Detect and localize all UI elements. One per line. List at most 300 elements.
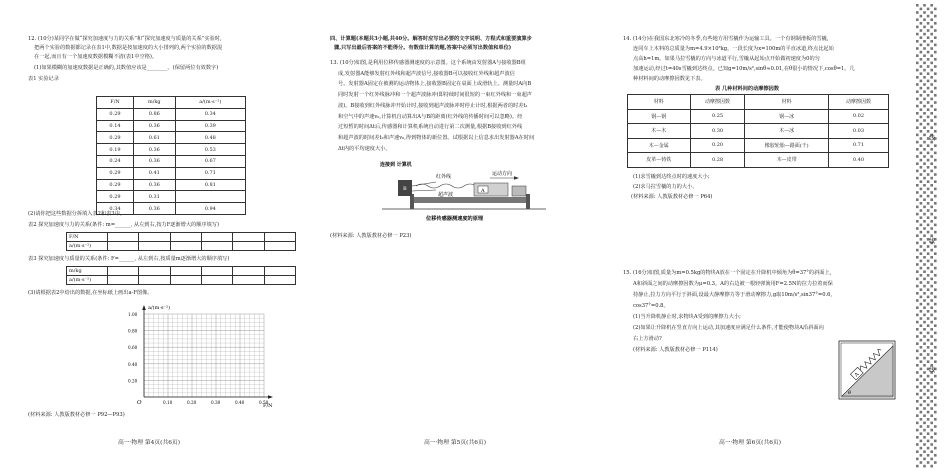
margin-dot <box>916 292 919 295</box>
margin-dot <box>923 342 926 345</box>
table-row <box>628 124 889 139</box>
margin-dot <box>923 98 926 101</box>
margin-dot <box>923 364 926 367</box>
margin-dot <box>930 90 933 93</box>
margin-dot <box>930 126 933 129</box>
margin-dot <box>916 278 919 281</box>
margin-dot <box>923 465 926 468</box>
margin-dot <box>923 357 926 360</box>
margin-dot <box>934 382 937 385</box>
table1-cell: 0.36 <box>133 120 175 132</box>
margin-dot <box>930 26 933 29</box>
margin-char: 线 <box>929 238 936 245</box>
margin-dot <box>927 252 930 255</box>
margin-dot <box>930 11 933 14</box>
table1-cell: 0.36 <box>133 155 175 167</box>
margin-dot <box>920 317 923 320</box>
table-row <box>628 138 889 153</box>
friction-cell: 木—金属 <box>628 138 691 153</box>
margin-dot <box>923 256 926 259</box>
margin-dot <box>920 209 923 212</box>
margin-dot <box>930 436 933 439</box>
margin-dot <box>923 213 926 216</box>
margin-dot <box>923 18 926 21</box>
incline-angle: θ <box>848 390 852 396</box>
friction-cell: 0.30 <box>690 124 745 139</box>
table1-cell: 0.71 <box>175 167 245 179</box>
margin-dot <box>934 180 937 183</box>
y-tick-label: 1.00 <box>128 312 138 317</box>
margin-dot <box>934 216 937 219</box>
margin-dot <box>927 15 930 18</box>
margin-dot <box>930 69 933 72</box>
margin-dot <box>927 274 930 277</box>
margin-dot <box>920 51 923 54</box>
margin-dot <box>916 18 919 21</box>
margin-dot <box>934 360 937 363</box>
margin-dot <box>916 314 919 317</box>
margin-dot <box>934 303 937 306</box>
margin-dot <box>930 306 933 309</box>
margin-dot <box>927 159 930 162</box>
margin-dot <box>930 278 933 281</box>
margin-dot <box>920 36 923 39</box>
table-row <box>97 155 246 167</box>
margin-dot <box>927 281 930 284</box>
margin-dot <box>916 364 919 367</box>
margin-dot <box>930 213 933 216</box>
margin-dot <box>934 116 937 119</box>
margin-dot <box>930 112 933 115</box>
margin-dot <box>927 332 930 335</box>
table1-cell: 0.81 <box>175 179 245 191</box>
margin-dot <box>934 396 937 399</box>
q12-line-3: 在一起,而且有一个加速度数据模糊不清(表1中空格)。 <box>34 54 158 60</box>
margin-dot <box>930 270 933 273</box>
displacement-sensor-figure <box>378 160 548 230</box>
margin-dot <box>923 299 926 302</box>
margin-dot <box>916 422 919 425</box>
margin-dot <box>916 148 919 151</box>
margin-dot <box>930 414 933 417</box>
q12-sub-1: (1)如果模糊的加速度数据是正确的,其数值应该是________。(保留两位有效数字) <box>34 65 219 71</box>
margin-dot <box>927 166 930 169</box>
margin-dot <box>920 368 923 371</box>
margin-dot <box>927 188 930 191</box>
margin-dot <box>934 123 937 126</box>
ultrasonic-label: 超声波 <box>438 192 454 198</box>
table1-cell: 0.36 <box>133 144 175 156</box>
margin-dot <box>916 141 919 144</box>
margin-dot <box>923 105 926 108</box>
table1-header-row <box>97 97 246 109</box>
q15-line: 持静止,拉力方向平行于斜面,设最大静摩擦力等于滑动摩擦力,g取10m/s²,sin37°=0.6, <box>633 292 833 298</box>
margin-dot <box>923 263 926 266</box>
margin-dot <box>920 425 923 428</box>
margin-dot <box>920 108 923 111</box>
margin-dot <box>923 40 926 43</box>
q15-line: (材料来源: 人教版教材必修一 P114) <box>633 347 718 353</box>
margin-dot <box>927 195 930 198</box>
margin-dot <box>927 447 930 450</box>
margin-dot <box>930 47 933 50</box>
q14-line: 点高h=1m。如果马拉雪橇的方向与冰道平行,雪橇从起始点开始做初速度为0的匀 <box>633 56 820 62</box>
margin-dot <box>934 281 937 284</box>
motion-direction-label: 运动方向 <box>492 171 513 177</box>
margin-dot <box>916 54 919 57</box>
margin-dot <box>934 58 937 61</box>
margin-dot <box>927 353 930 356</box>
margin-dot <box>920 440 923 443</box>
margin-dot <box>920 418 923 421</box>
table1-cell: 0.36 <box>133 179 175 191</box>
x-tick-label: 0.30 <box>211 400 221 405</box>
q13-line: 过短暂的时间Δt后,传感器和计算机系统自动进行第二次测量,根据B接收到红外线 <box>338 124 523 131</box>
table1 <box>96 96 246 215</box>
margin-dot <box>923 54 926 57</box>
margin-dot <box>920 281 923 284</box>
margin-dot <box>934 353 937 356</box>
q12-line-2: 把两个实验的数据都记录在表1中,数据是按加速度的大小排列的,两个实验的数据混 <box>34 45 223 51</box>
margin-dot <box>927 123 930 126</box>
margin-dot <box>927 51 930 54</box>
margin-dot <box>916 458 919 461</box>
table2 <box>66 232 296 251</box>
margin-dot <box>920 44 923 47</box>
margin-dot <box>934 36 937 39</box>
x-tick-label: 0.10 <box>163 400 173 405</box>
margin-dot <box>923 4 926 7</box>
table1-cell: 0.53 <box>175 144 245 156</box>
margin-dot <box>920 288 923 291</box>
margin-dot <box>916 198 919 201</box>
margin-dot <box>927 224 930 227</box>
margin-dot <box>920 180 923 183</box>
computer-label: 连接到 计算机 <box>380 162 412 168</box>
margin-dot <box>934 324 937 327</box>
margin-dot <box>916 263 919 266</box>
margin-dot <box>916 393 919 396</box>
margin-dot <box>927 130 930 133</box>
margin-dot <box>934 159 937 162</box>
margin-dot <box>920 346 923 349</box>
friction-cell: 钢—冰 <box>745 109 829 124</box>
margin-dot <box>927 29 930 32</box>
margin-dot <box>930 328 933 331</box>
infrared-label: 红外线 <box>436 174 452 180</box>
margin-dot <box>916 342 919 345</box>
table1-header: m/kg <box>133 97 175 109</box>
margin-dot <box>934 22 937 25</box>
friction-cell: 钢—钢 <box>628 109 691 124</box>
margin-dot <box>927 245 930 248</box>
q15-line: (1)当升降机静止时,求物块A受到的摩擦力大小; <box>633 314 741 320</box>
margin-dot <box>934 461 937 464</box>
friction-table-caption: 表 几种材料间的动摩擦因数 <box>715 86 780 92</box>
margin-dot <box>934 252 937 255</box>
margin-dot <box>920 454 923 457</box>
margin-dot <box>930 342 933 345</box>
margin-dot <box>916 177 919 180</box>
friction-table <box>627 94 889 168</box>
margin-dot <box>916 213 919 216</box>
table-row <box>97 179 246 191</box>
margin-dot <box>930 62 933 65</box>
margin-dot <box>934 94 937 97</box>
margin-dot <box>920 72 923 75</box>
margin-dot <box>916 371 919 374</box>
margin-dot <box>930 335 933 338</box>
margin-dot <box>920 231 923 234</box>
q13-line: 波)。B接收到红外线脉冲开始计时,接收到超声波脉冲时停止计时,根据两者的时差t₁ <box>338 102 528 109</box>
margin-dot <box>934 209 937 212</box>
margin-dot <box>927 375 930 378</box>
graph-origin: O <box>137 400 142 406</box>
margin-dot <box>920 159 923 162</box>
margin-dot <box>916 11 919 14</box>
q15-line: A和斜面之间的动摩擦因数为μ=0.3。A的右边被一根轻弹簧用F=2.5N的拉力拉着而保 <box>633 281 833 287</box>
q14-line: 加速运动,经过t=40s雪橇到达终点。已知g=10m/s²,sinθ≈0.01,在θ很小的情况下,cosθ=1。几 <box>633 66 855 72</box>
margin-dot <box>927 310 930 313</box>
margin-dot <box>920 22 923 25</box>
margin-dot <box>923 234 926 237</box>
x-tick-label: 0.50 <box>259 400 269 405</box>
margin-dot <box>923 119 926 122</box>
margin-dot <box>923 126 926 129</box>
margin-dot <box>934 260 937 263</box>
margin-dot <box>920 245 923 248</box>
margin-dot <box>920 432 923 435</box>
margin-dot <box>923 90 926 93</box>
margin-dot <box>920 137 923 140</box>
margin-dot <box>916 206 919 209</box>
friction-header: 材料 <box>628 95 691 110</box>
table1-header: a/(m·s⁻²) <box>175 97 245 109</box>
margin-dot <box>934 339 937 342</box>
friction-cell: 木—冰 <box>745 124 829 139</box>
margin-dot <box>920 58 923 61</box>
margin-dot <box>923 285 926 288</box>
q14-line: 种材料间的动摩擦因数见下表。 <box>633 76 706 82</box>
page-4 <box>28 0 300 471</box>
table3-row-label: m/kg <box>67 267 108 276</box>
table1-cell: 0.48 <box>175 132 245 144</box>
margin-dot <box>927 404 930 407</box>
margin-dot <box>923 191 926 194</box>
table3-row-label: a/(m·s⁻²) <box>67 276 108 285</box>
margin-dot <box>920 310 923 313</box>
margin-dot <box>923 134 926 137</box>
margin-dot <box>920 447 923 450</box>
margin-dot <box>927 303 930 306</box>
margin-dot <box>930 386 933 389</box>
margin-dot <box>916 62 919 65</box>
margin-dot <box>923 422 926 425</box>
table-row <box>97 108 246 120</box>
margin-dot <box>930 170 933 173</box>
table2-row-label: F/N <box>67 233 108 242</box>
margin-dot <box>934 87 937 90</box>
margin-dot <box>920 195 923 198</box>
margin-dot <box>927 58 930 61</box>
friction-header: 材料 <box>745 95 829 110</box>
margin-dot <box>916 170 919 173</box>
margin-dot <box>930 18 933 21</box>
margin-dot <box>916 134 919 137</box>
margin-dot <box>920 396 923 399</box>
margin-dot <box>923 292 926 295</box>
margin-dot <box>927 108 930 111</box>
margin-dot <box>923 321 926 324</box>
margin-dot <box>927 44 930 47</box>
friction-cell: 0.25 <box>690 109 745 124</box>
margin-dot <box>916 378 919 381</box>
margin-dot <box>923 278 926 281</box>
margin-dot <box>923 177 926 180</box>
margin-dot <box>916 357 919 360</box>
q14-line: 14. (14分)在我国东北寒冷的冬季,有些地方用雪橇作为运输工具。一个有钢制滑板的雪橇, <box>623 36 829 42</box>
q15-line: (2)如果让升降机在竖直方向上运动,其加速度应满足什么条件,才能使物块A沿斜面向 <box>633 325 824 331</box>
margin-dot <box>927 396 930 399</box>
margin-dot <box>923 407 926 410</box>
margin-dot <box>927 317 930 320</box>
margin-dot <box>934 418 937 421</box>
page-footer: 高一·物理 第6页(共6页) <box>719 440 781 446</box>
margin-dot <box>930 227 933 230</box>
block-b-label: B <box>403 186 407 192</box>
friction-cell: 0.40 <box>828 153 888 168</box>
margin-dot <box>934 310 937 313</box>
table1-cell: 0.34 <box>175 108 245 120</box>
margin-dot <box>927 173 930 176</box>
margin-dot <box>923 335 926 338</box>
margin-dot <box>923 112 926 115</box>
margin-char: 线 <box>929 135 936 142</box>
page-5 <box>330 0 602 471</box>
friction-cell: 0.03 <box>828 124 888 139</box>
margin-dot <box>916 407 919 410</box>
margin-dot <box>920 332 923 335</box>
margin-dot <box>923 206 926 209</box>
section-heading-2: 骤,只写出最后答案的不能得分。有数值计算的题,答案中必须写出数值和单位) <box>334 45 512 51</box>
weight-block <box>512 186 526 196</box>
friction-cell: 0.71 <box>828 138 888 153</box>
margin-dot <box>916 299 919 302</box>
margin-dot <box>923 386 926 389</box>
margin-dot <box>934 296 937 299</box>
margin-dot <box>916 443 919 446</box>
friction-cell: 橡胶轮胎—路面(干) <box>745 138 829 153</box>
margin-dot <box>927 116 930 119</box>
margin-dot <box>916 69 919 72</box>
margin-dot <box>930 76 933 79</box>
friction-cell: 皮革—铸铁 <box>628 153 691 168</box>
margin-dot <box>927 152 930 155</box>
margin-dot <box>930 285 933 288</box>
table-row <box>97 144 246 156</box>
margin-dot <box>916 112 919 115</box>
table1-cell: 0.19 <box>97 144 134 156</box>
margin-dot <box>923 83 926 86</box>
margin-dot <box>923 198 926 201</box>
margin-dot <box>927 324 930 327</box>
margin-dot <box>920 260 923 263</box>
margin-dot <box>916 220 919 223</box>
margin-dot <box>930 33 933 36</box>
margin-dot <box>916 26 919 29</box>
friction-cell: 0.28 <box>690 153 745 168</box>
margin-dot <box>923 33 926 36</box>
margin-dot <box>930 184 933 187</box>
q14-sub: (2)求马拉雪橇的力的大小。 <box>633 184 698 190</box>
margin-dot <box>927 22 930 25</box>
margin-dot <box>916 256 919 259</box>
margin-dot <box>930 378 933 381</box>
margin-dot <box>930 321 933 324</box>
margin-dot <box>930 357 933 360</box>
margin-dot <box>920 202 923 205</box>
margin-dot <box>923 436 926 439</box>
y-tick-label: 0.80 <box>128 328 138 334</box>
margin-dot <box>916 4 919 7</box>
margin-dot <box>923 184 926 187</box>
margin-dot <box>930 393 933 396</box>
margin-dot <box>934 195 937 198</box>
margin-dot <box>916 105 919 108</box>
q14-sub: (1)求雪橇到达终点时的速度大小; <box>633 174 710 180</box>
table1-caption: 表1 实验记录 <box>28 76 59 82</box>
margin-dot <box>923 450 926 453</box>
margin-dot <box>923 162 926 165</box>
y-tick-label: 0.20 <box>128 378 138 384</box>
margin-dot <box>923 350 926 353</box>
margin-dot <box>916 83 919 86</box>
margin-dot <box>934 447 937 450</box>
q13-line: 和空气中的声速v₀,计算机自动算出A与B的距离(红外线的传播时间可以忽略)。经 <box>338 113 523 120</box>
margin-dot <box>916 400 919 403</box>
margin-dot <box>927 231 930 234</box>
margin-dot <box>930 450 933 453</box>
margin-dot <box>923 371 926 374</box>
margin-dot <box>920 8 923 11</box>
margin-dot <box>920 353 923 356</box>
margin-dot <box>920 389 923 392</box>
margin-dot <box>923 26 926 29</box>
margin-dot <box>934 130 937 133</box>
margin-dot <box>923 148 926 151</box>
table2-caption: 表2 探究加速度与力的关系(条件: m=______, 从左到右,按力F逐渐增大的顺序填写) <box>28 222 220 228</box>
margin-dot <box>927 65 930 68</box>
margin-dot <box>927 418 930 421</box>
table1-cell: 0.14 <box>97 120 134 132</box>
table3 <box>66 266 296 285</box>
table-row <box>97 132 246 144</box>
margin-dot <box>930 98 933 101</box>
margin-dot <box>916 162 919 165</box>
table1-cell: 0.86 <box>133 108 175 120</box>
margin-dot <box>923 76 926 79</box>
margin-dot <box>927 216 930 219</box>
margin-dot <box>927 94 930 97</box>
margin-dot <box>920 296 923 299</box>
margin-dot <box>923 393 926 396</box>
margin-dot <box>920 411 923 414</box>
table1-cell: 0.29 <box>97 132 134 144</box>
margin-dot <box>923 328 926 331</box>
margin-dot <box>930 83 933 86</box>
margin-dot <box>927 360 930 363</box>
margin-dot <box>920 404 923 407</box>
